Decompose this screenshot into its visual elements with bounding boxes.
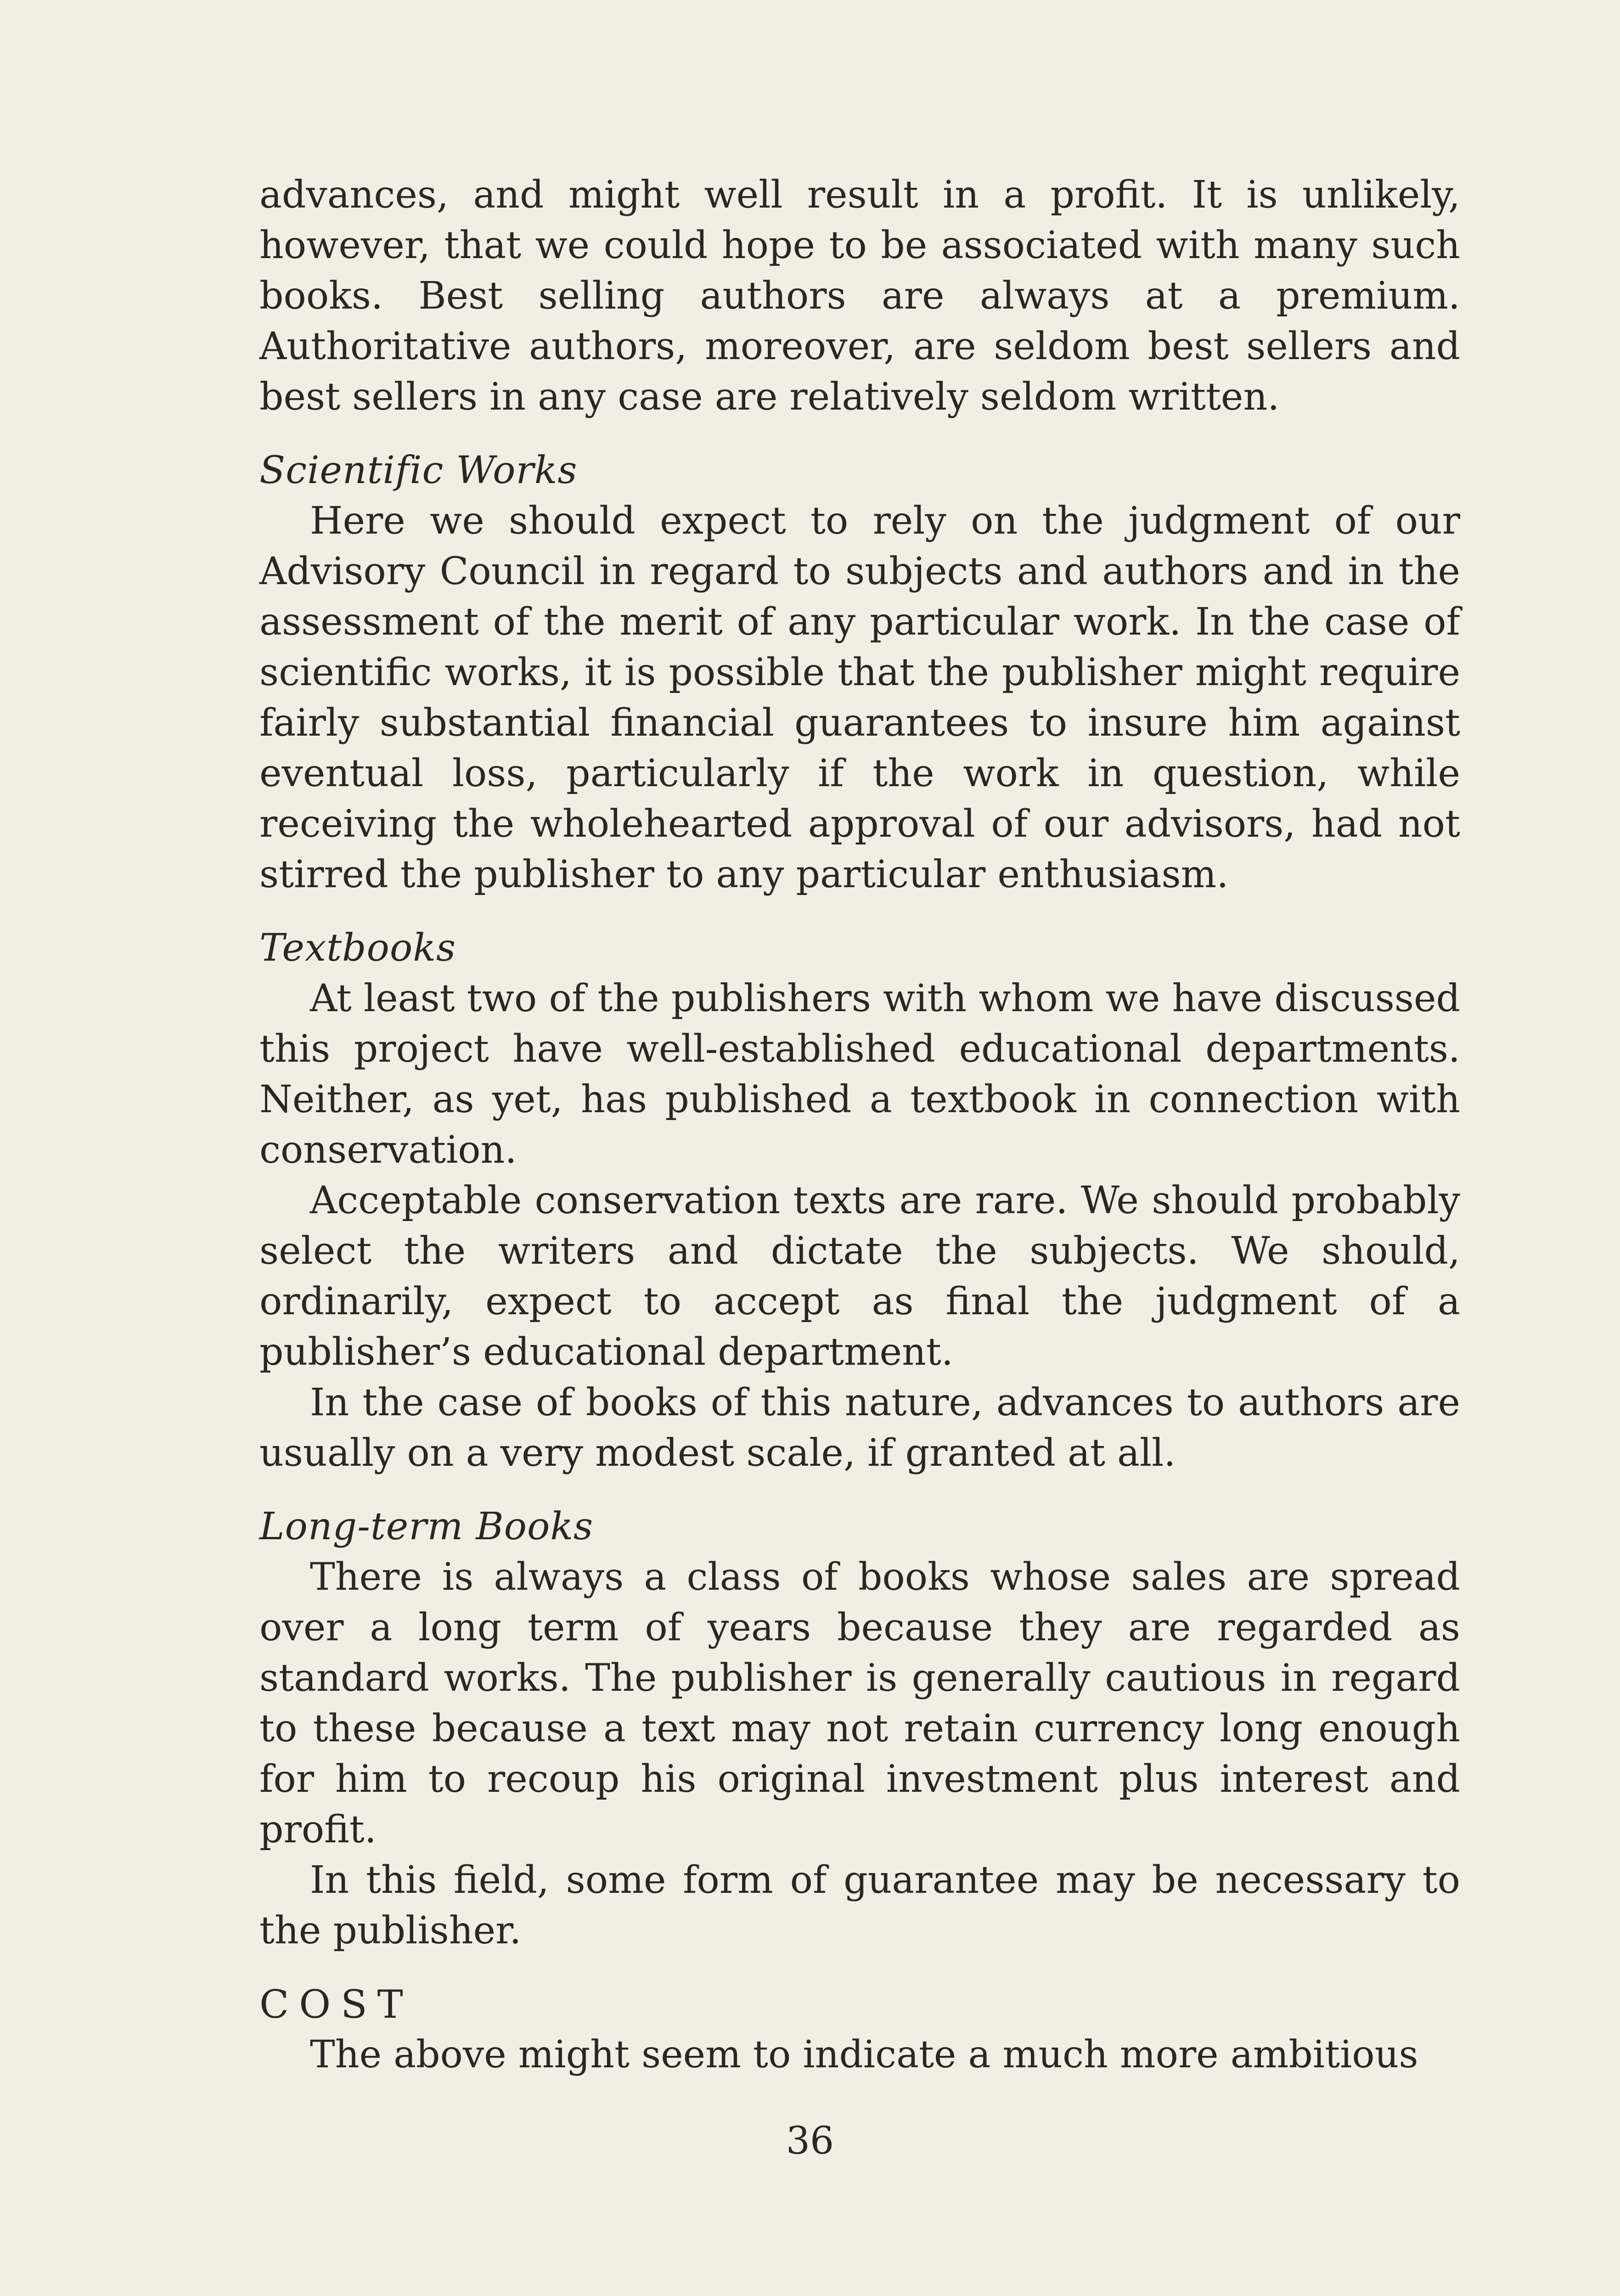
paragraph-textbooks-3: In the case of books of this nature, advances to authors are usually on a very modest scale, if granted at all. bbox=[259, 1381, 1460, 1475]
heading-long-term-books: Long-term Books bbox=[259, 1505, 594, 1548]
paragraph-cost: The above might seem to indicate a much more ambitious bbox=[310, 2033, 1418, 2077]
page-number: 36 bbox=[786, 2119, 834, 2163]
paragraph-long-term-1: There is always a class of books whose sales are spread over a long term of years because they are regarded as standard works. The publisher is generally cautious in regard to these because a text may not retain currency long enough for him to recoup his original investment plus interest and profit. bbox=[259, 1555, 1460, 1851]
heading-textbooks: Textbooks bbox=[259, 926, 456, 970]
paragraph-continuation: advances, and might well result in a profit. It is unlikely, however, that we could hope to be associated with many such books. Best selling authors are always at a premium. Authoritative authors, moreover, are seldom best sellers and best sellers in any case are relatively seldom written. bbox=[259, 173, 1460, 419]
paragraph-textbooks-2: Acceptable conservation texts are rare. We should probably select the writers and dictate the subjects. We should, ordinarily, expect to accept as final the judgment of a publisher’s educational department. bbox=[259, 1179, 1460, 1374]
heading-cost: COST bbox=[259, 1982, 413, 2027]
paragraph-long-term-2: In this field, some form of guarantee may be necessary to the publisher. bbox=[259, 1858, 1460, 1953]
heading-scientific-works: Scientific Works bbox=[259, 449, 578, 492]
paragraph-textbooks-1: At least two of the publishers with whom we have discussed this project have well-established educational departments. Neither, as yet, has published a textbook in connection with conservation. bbox=[259, 977, 1460, 1172]
paragraph-scientific-works: Here we should expect to rely on the judgment of our Advisory Council in regard to subjects and authors and in the assessment of the merit of any particular work. In the case of scientific works, it is possible that the publisher might require fairly substantial financial guarantees to insure him against eventual loss, particularly if the work in question, while receiving the wholehearted approval of our advisors, had not stirred the publisher to any particular enthusiasm. bbox=[259, 499, 1460, 896]
body-text bbox=[259, 170, 1460, 2080]
